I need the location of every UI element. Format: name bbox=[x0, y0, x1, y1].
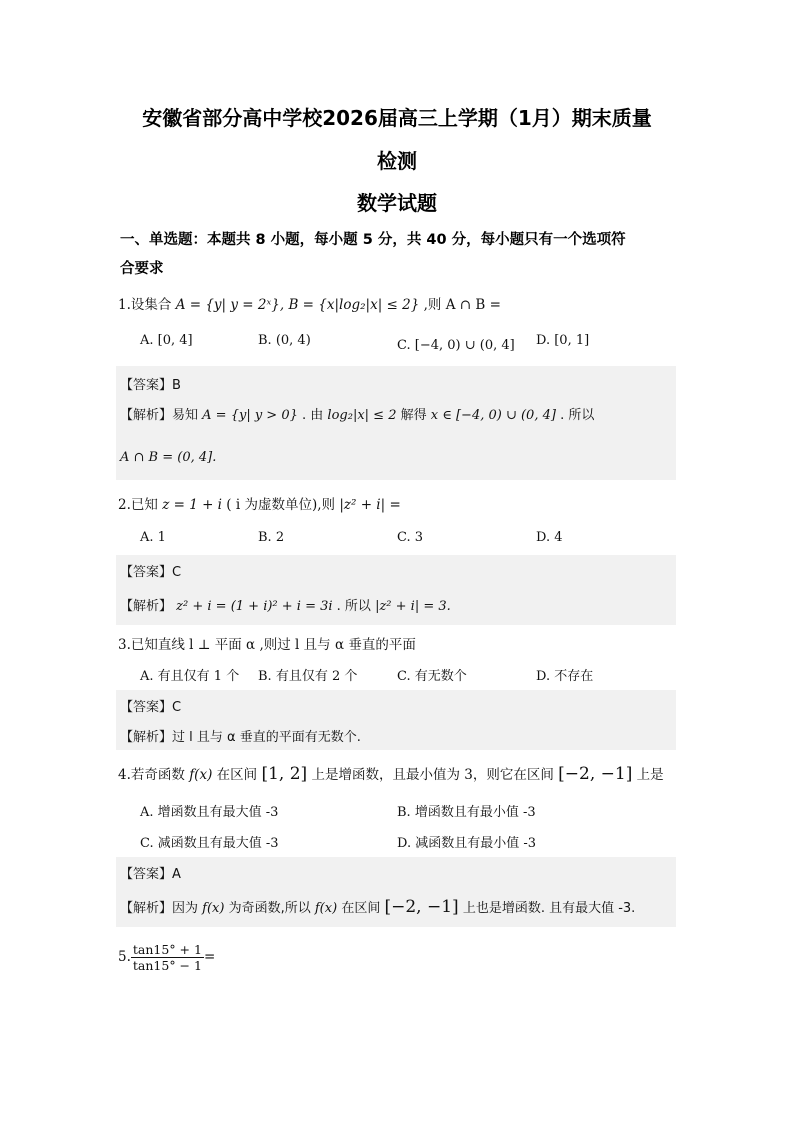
question-2-stem bbox=[118, 493, 401, 513]
q3-option-c: C. 有无数个 bbox=[397, 669, 467, 684]
q4-answer-box bbox=[116, 857, 676, 927]
q1-analysis-set-a: A = {y| y > 0} bbox=[202, 408, 298, 423]
q1-option-b: B. (0, 4) bbox=[258, 333, 311, 348]
q4-analysis-text1: 为奇函数,所以 bbox=[228, 901, 311, 916]
q2-analysis-label: 【解析】 bbox=[120, 599, 173, 614]
q1-option-d: D. [0, 1] bbox=[536, 333, 590, 348]
question-3-stem: 3.已知直线 l ⊥ 平面 α ,则过 l 且与 α 垂直的平面 bbox=[118, 637, 416, 653]
q1-analysis-log: log₂|x| ≤ 2 bbox=[327, 408, 397, 423]
q1-set-b: , B = {x|log₂|x| ≤ 2} bbox=[279, 297, 420, 313]
q2-analysis-eq: z² + i = (1 + i)² + i = 3i bbox=[176, 599, 333, 614]
q5-prefix: 5. bbox=[118, 949, 131, 965]
q5-fraction bbox=[131, 942, 204, 973]
q2-option-d: D. 4 bbox=[536, 530, 563, 545]
exam-title-line1: 安徽省部分高中学校2026届高三上学期（1月）期末质量 bbox=[142, 106, 652, 130]
q1-answer-box bbox=[116, 366, 676, 480]
q4-analysis-fn1: f(x) bbox=[202, 901, 225, 916]
q1-analysis-text3: . 所以 bbox=[560, 408, 595, 423]
q4-function: f(x) bbox=[189, 767, 213, 783]
q1-option-c: C. [−4, 0) ∪ (0, 4] bbox=[397, 338, 515, 353]
q2-answer: 【答案】C bbox=[120, 565, 182, 580]
q1-analysis-result: A ∩ B = (0, 4]. bbox=[120, 450, 217, 465]
q3-analysis: 【解析】过 l 且与 α 垂直的平面有无数个. bbox=[120, 730, 361, 745]
q4-prefix: 4.若奇函数 bbox=[118, 767, 185, 783]
section-heading bbox=[120, 226, 680, 284]
q4-text2: 上是增函数，且最小值为 3，则它在区间 bbox=[311, 767, 554, 783]
q1-analysis-interval: x ∈ [−4, 0) ∪ (0, 4] bbox=[430, 408, 556, 423]
q4-answer: 【答案】A bbox=[120, 867, 181, 882]
q2-option-a: A. 1 bbox=[140, 530, 166, 545]
q4-analysis-label: 【解析】因为 bbox=[120, 901, 199, 916]
q1-analysis-line1 bbox=[120, 404, 594, 423]
q2-analysis-result: |z² + i| = 3. bbox=[375, 599, 451, 614]
q2-expression: |z² + i| = bbox=[339, 497, 401, 513]
q3-answer-box bbox=[116, 690, 676, 750]
q3-option-a: A. 有且仅有 1 个 bbox=[140, 669, 240, 684]
q1-analysis-text1: . 由 bbox=[302, 408, 324, 423]
q2-analysis-text: . 所以 bbox=[336, 599, 371, 614]
q2-text: ( i 为虚数单位),则 bbox=[226, 497, 336, 513]
q1-set-a: A = {y| y = 2ˣ} bbox=[175, 297, 280, 313]
q4-option-a: A. 增函数且有最大值 -3 bbox=[140, 805, 279, 820]
q1-analysis-label: 【解析】易知 bbox=[120, 408, 199, 423]
q1-option-a: A. [0, 4] bbox=[140, 333, 193, 348]
q4-text1: 在区间 bbox=[216, 767, 258, 783]
q2-prefix: 2.已知 bbox=[118, 497, 158, 513]
section-heading-line1: 一、单选题：本题共 8 小题，每小题 5 分，共 40 分，每小题只有一个选项符 bbox=[120, 232, 626, 248]
q4-text3: 上是 bbox=[636, 767, 664, 783]
q1-analysis-text2: 解得 bbox=[400, 408, 427, 423]
section-heading-line2: 合要求 bbox=[120, 261, 164, 277]
q4-option-b: B. 增函数且有最小值 -3 bbox=[397, 805, 536, 820]
q3-answer: 【答案】C bbox=[120, 700, 182, 715]
question-5-stem bbox=[118, 942, 215, 973]
q4-analysis-text2: 在区间 bbox=[341, 901, 381, 916]
q2-option-c: C. 3 bbox=[397, 530, 424, 545]
q1-prefix: 1.设集合 bbox=[118, 297, 172, 313]
q4-analysis-interval: [−2, −1] bbox=[384, 897, 459, 917]
q4-interval1: [1, 2] bbox=[261, 764, 308, 784]
q5-suffix: = bbox=[203, 949, 216, 965]
exam-title-line2: 检测 bbox=[377, 149, 417, 173]
q1-suffix: ,则 A ∩ B = bbox=[423, 297, 501, 313]
question-4-stem bbox=[118, 763, 664, 784]
q2-answer-box bbox=[116, 555, 676, 625]
q4-option-d: D. 减函数且有最小值 -3 bbox=[397, 836, 537, 851]
q3-option-d: D. 不存在 bbox=[536, 669, 594, 684]
question-1-stem bbox=[118, 293, 501, 313]
q5-numerator: tan15° + 1 bbox=[132, 942, 202, 957]
q1-analysis-line2 bbox=[120, 450, 216, 465]
q4-option-c: C. 减函数且有最大值 -3 bbox=[140, 836, 279, 851]
exam-subject-title: 数学试题 bbox=[357, 191, 437, 215]
q4-analysis bbox=[120, 897, 635, 917]
q5-denominator: tan15° − 1 bbox=[132, 958, 202, 973]
q4-analysis-text3: 上也是增函数. 且有最大值 -3. bbox=[462, 901, 636, 916]
q2-option-b: B. 2 bbox=[258, 530, 285, 545]
q4-analysis-fn2: f(x) bbox=[314, 901, 338, 916]
q2-analysis bbox=[120, 595, 451, 614]
q4-interval2: [−2, −1] bbox=[558, 764, 633, 784]
q1-answer: 【答案】B bbox=[120, 378, 181, 393]
q2-z-def: z = 1 + i bbox=[162, 497, 222, 513]
q3-option-b: B. 有且仅有 2 个 bbox=[258, 669, 358, 684]
